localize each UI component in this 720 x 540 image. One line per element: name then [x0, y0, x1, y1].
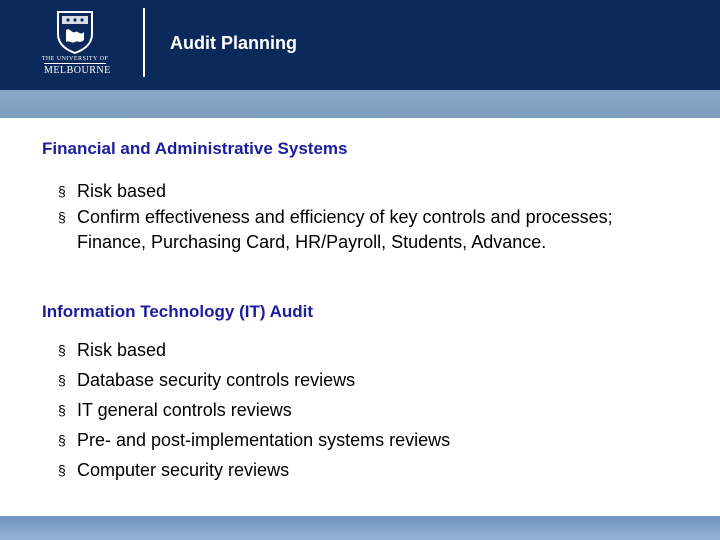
logo-text-line2: MELBOURNE — [44, 65, 111, 76]
university-logo — [40, 10, 110, 80]
list-item — [58, 455, 638, 485]
logo-text-line1: THE UNIVERSITY OF — [41, 56, 109, 62]
bullet-icon: § — [58, 402, 66, 418]
list-item — [58, 365, 638, 395]
footer-band — [0, 516, 720, 540]
list-item-text: Pre- and post-implementation systems reviews — [77, 430, 451, 450]
crest-icon — [56, 10, 94, 54]
bullet-icon: § — [58, 342, 66, 358]
list-item-text: Risk based — [77, 181, 167, 201]
header-band — [0, 90, 720, 118]
section-heading-it-audit: Information Technology (IT) Audit — [42, 302, 314, 321]
list-item-text: Confirm effectiveness and efficiency of key controls and processes; Finance, Purchasing Card, HR/Payroll, Students, Advance. — [77, 206, 613, 252]
bullet-icon: § — [58, 462, 66, 478]
list-item — [58, 205, 638, 256]
list-item-text: Database security controls reviews — [77, 370, 356, 390]
list-item-text: Risk based — [77, 340, 167, 360]
section-heading-financial: Financial and Administrative Systems — [42, 139, 348, 158]
slide-title: Audit Planning — [170, 33, 297, 53]
bullet-icon: § — [58, 372, 66, 388]
list-item — [58, 425, 638, 455]
header-divider — [143, 8, 145, 77]
bullet-list-financial — [58, 179, 638, 256]
list-item-text: Computer security reviews — [77, 460, 290, 480]
list-item — [58, 335, 638, 365]
bullet-list-it-audit — [58, 335, 638, 485]
bullet-icon: § — [58, 432, 66, 448]
list-item — [58, 395, 638, 425]
list-item-text: IT general controls reviews — [77, 400, 292, 420]
bullet-icon: § — [58, 183, 66, 199]
bullet-icon: § — [58, 208, 66, 225]
list-item — [58, 179, 638, 205]
slide-header — [0, 0, 720, 90]
